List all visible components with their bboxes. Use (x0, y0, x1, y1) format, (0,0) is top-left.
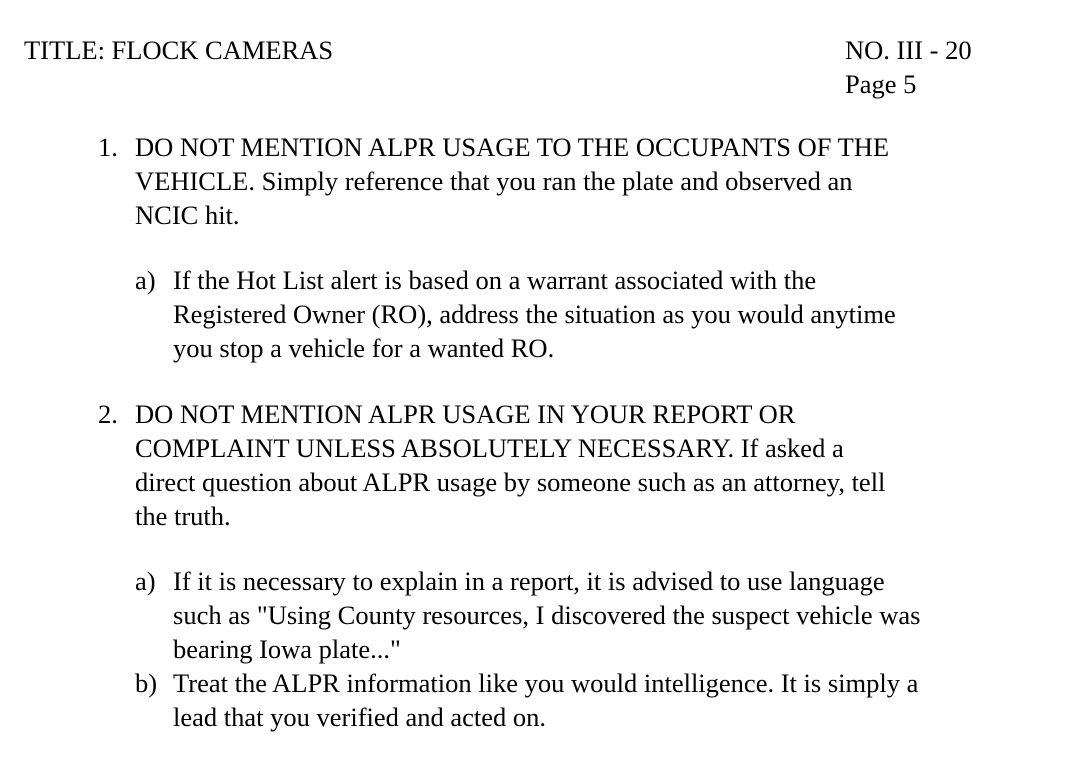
list-item-marker: 2. (98, 399, 118, 429)
policy-number: NO. III - 20 (845, 35, 972, 65)
list-item-line: NCIC hit. (135, 200, 240, 230)
list-item-marker: 1. (98, 132, 118, 162)
list-item-line: direct question about ALPR usage by someone such as an attorney, tell (135, 467, 886, 497)
page-number: Page 5 (845, 69, 917, 99)
sub-item-line: lead that you verified and acted on. (173, 702, 547, 732)
sub-item-marker: b) (135, 668, 158, 698)
sub-item-marker: a) (135, 566, 156, 596)
list-item-line: DO NOT MENTION ALPR USAGE IN YOUR REPORT OR (135, 399, 796, 429)
sub-item-line: Treat the ALPR information like you would intelligence. It is simply a (173, 668, 919, 698)
list-item-line: COMPLAINT UNLESS ABSOLUTELY NECESSARY. If asked a (135, 433, 844, 463)
document-title: TITLE: FLOCK CAMERAS (24, 35, 334, 65)
sub-item-line: bearing Iowa plate..." (173, 634, 401, 664)
sub-item-marker: a) (135, 265, 156, 295)
sub-item-line: If the Hot List alert is based on a warrant associated with the (173, 265, 817, 295)
sub-item-line: Registered Owner (RO), address the situation as you would anytime (173, 299, 896, 329)
list-item-line: DO NOT MENTION ALPR USAGE TO THE OCCUPANTS OF THE (135, 132, 890, 162)
sub-item-line: If it is necessary to explain in a report, it is advised to use language (173, 566, 885, 596)
list-item-line: VEHICLE. Simply reference that you ran the plate and observed an (135, 166, 853, 196)
sub-item-line: you stop a vehicle for a wanted RO. (173, 333, 555, 363)
list-item-line: the truth. (135, 501, 231, 531)
sub-item-line: such as "Using County resources, I discovered the suspect vehicle was (173, 600, 921, 630)
